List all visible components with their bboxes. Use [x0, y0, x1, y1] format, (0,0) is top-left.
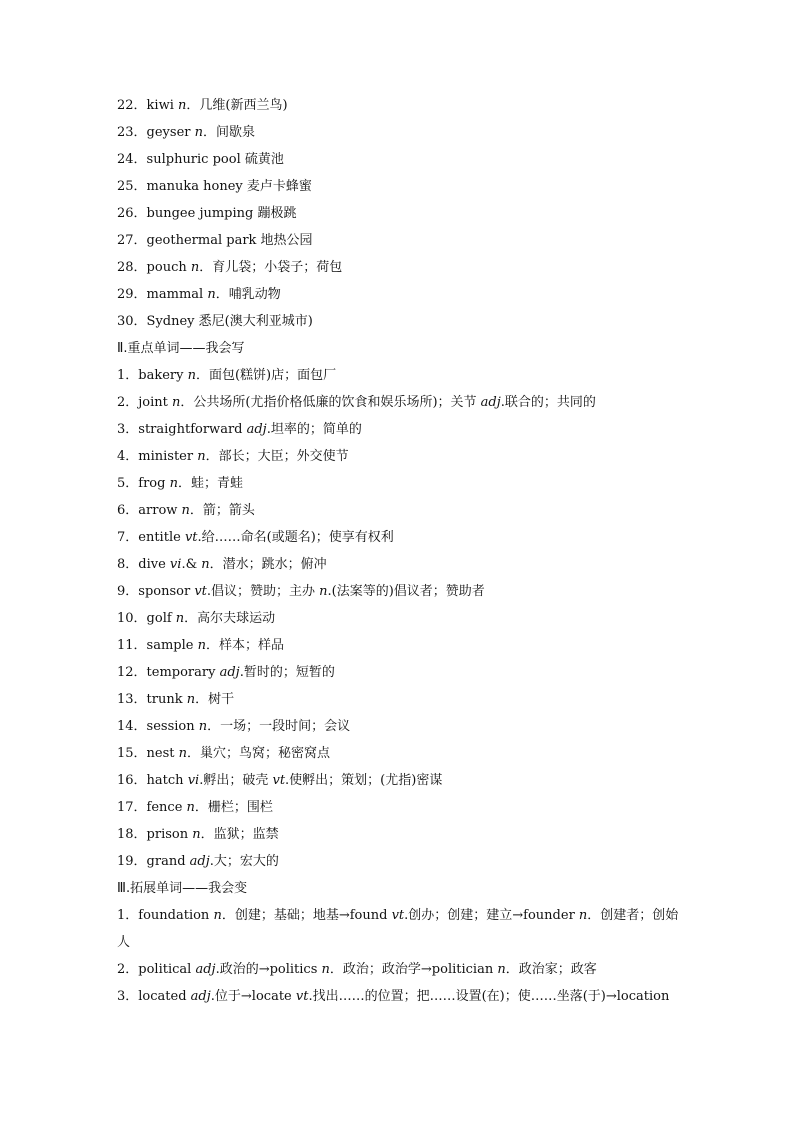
list-item: 3．located adj.位于→locate vt.找出……的位置；把……设置(在)；使……坐落(于)→location [117, 989, 670, 1004]
list-item: 3．straightforward adj.坦率的；简单的 [117, 422, 362, 437]
list-item: 5．frog n．蛙；青蛙 [117, 476, 243, 491]
list-item: 26．bungee jumping 蹦极跳 [117, 206, 297, 221]
list-item: 4．minister n．部长；大臣；外交使节 [117, 449, 349, 464]
list-item: 29．mammal n．哺乳动物 [117, 287, 281, 302]
list-item: 1．foundation n．创建；基础；地基→found vt.创办；创建；建立→founder n．创建者；创始人 [117, 908, 679, 950]
list-item: 8．dive vi.& n．潜水；跳水；俯冲 [117, 557, 327, 572]
list-item: 16．hatch vi.孵出；破壳 vt.使孵出；策划；(尤指)密谋 [117, 773, 443, 788]
list-item: 30．Sydney 悉尼(澳大利亚城市) [117, 314, 313, 329]
vocabulary-list [117, 92, 679, 1010]
section-heading-key-words: Ⅱ.重点单词——我会写 [117, 341, 245, 356]
list-item: 19．grand adj.大；宏大的 [117, 854, 279, 869]
section-heading-extended-words: Ⅲ.拓展单词——我会变 [117, 881, 248, 896]
list-item: 9．sponsor vt.倡议；赞助；主办 n.(法案等的)倡议者；赞助者 [117, 584, 485, 599]
list-item: 27．geothermal park 地热公园 [117, 233, 313, 248]
list-item: 14．session n．一场；一段时间；会议 [117, 719, 351, 734]
list-item: 23．geyser n．间歇泉 [117, 125, 256, 140]
list-item: 2．joint n．公共场所(尤指价格低廉的饮食和娱乐场所)；关节 adj.联合的；共同的 [117, 395, 596, 410]
list-item: 11．sample n．样本；样品 [117, 638, 284, 653]
list-item: 1．bakery n．面包(糕饼)店；面包厂 [117, 368, 337, 383]
list-item: 22．kiwi n．几维(新西兰鸟) [117, 98, 288, 113]
list-item: 10．golf n．高尔夫球运动 [117, 611, 276, 626]
list-item: 7．entitle vt.给……命名(或题名)；使享有权利 [117, 530, 394, 545]
list-item: 13．trunk n．树干 [117, 692, 235, 707]
list-item: 15．nest n．巢穴；鸟窝；秘密窝点 [117, 746, 331, 761]
list-item: 25．manuka honey 麦卢卡蜂蜜 [117, 179, 312, 194]
list-item: 18．prison n．监狱；监禁 [117, 827, 279, 842]
list-item: 28．pouch n．育儿袋；小袋子；荷包 [117, 260, 343, 275]
list-item: 17．fence n．栅栏；围栏 [117, 800, 273, 815]
list-item: 2．political adj.政治的→politics n．政治；政治学→politician n．政治家；政客 [117, 962, 597, 977]
list-item: 24．sulphuric pool 硫黄池 [117, 152, 284, 167]
list-item: 6．arrow n．箭；箭头 [117, 503, 255, 518]
list-item: 12．temporary adj.暂时的；短暂的 [117, 665, 335, 680]
